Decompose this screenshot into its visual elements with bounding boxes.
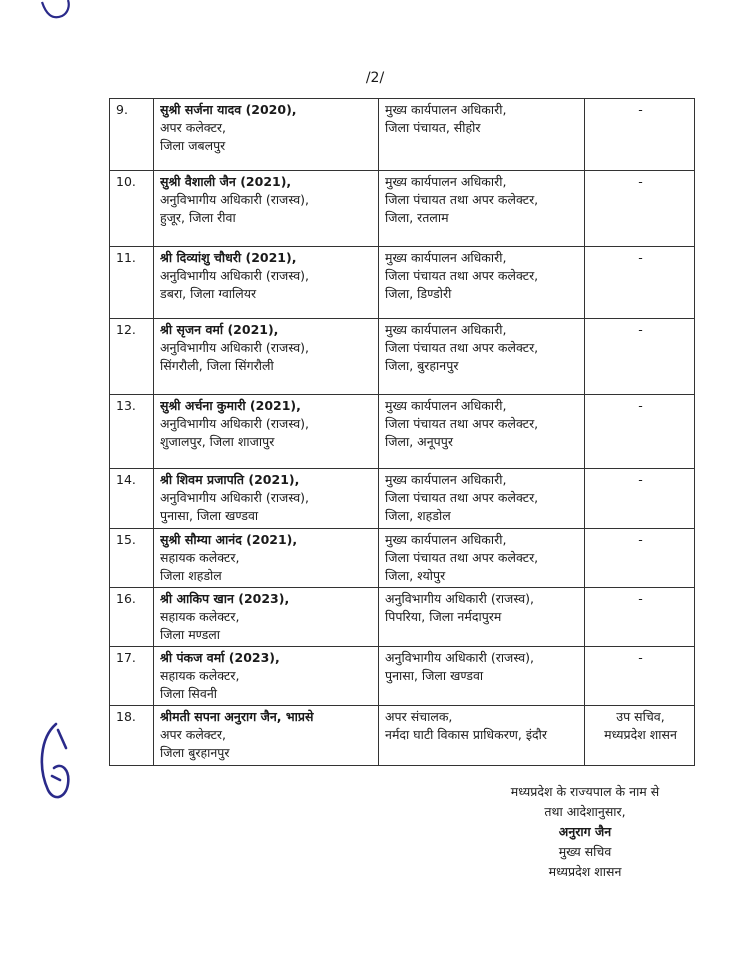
officer-current-post: डबरा, जिला ग्वालियर: [160, 286, 257, 301]
officer-name: श्रीमती सपना अनुराग जैन, भाप्रसे: [160, 709, 314, 724]
officer-name: श्री सृजन वर्मा (2021),: [160, 322, 279, 337]
new-posting-line: जिला, बुरहानपुर: [385, 358, 459, 373]
officer-current-post: अनुविभागीय अधिकारी (राजस्व),: [160, 340, 309, 355]
new-posting-cell: [379, 529, 585, 588]
serial-number: 13.: [110, 395, 154, 469]
officer-name: श्री दिव्यांशु चौधरी (2021),: [160, 250, 297, 265]
remark-cell: [585, 529, 695, 588]
officer-current-post: अनुविभागीय अधिकारी (राजस्व),: [160, 192, 309, 207]
officer-current-post: जिला जबलपुर: [160, 138, 226, 153]
table-row: [110, 588, 695, 647]
page-number: /2/: [365, 70, 385, 86]
table-row: [110, 529, 695, 588]
serial-number: 15.: [110, 529, 154, 588]
new-posting-line: जिला, रतलाम: [385, 210, 449, 225]
officer-current-post: अपर कलेक्टर,: [160, 120, 227, 135]
remark-cell: [585, 588, 695, 647]
serial-number: 16.: [110, 588, 154, 647]
table-row: [110, 99, 695, 171]
table-row: [110, 319, 695, 395]
serial-number: 18.: [110, 706, 154, 766]
remark-line: -: [638, 102, 643, 117]
new-posting-line: पुनासा, जिला खण्डवा: [385, 668, 484, 683]
remark-line: -: [638, 398, 643, 413]
remark-cell: [585, 247, 695, 319]
new-posting-line: जिला, अनूपपुर: [385, 434, 453, 449]
officer-current-post: अपर कलेक्टर,: [160, 727, 227, 742]
officer-name: सुश्री वैशाली जैन (2021),: [160, 174, 292, 189]
remark-cell: [585, 647, 695, 706]
officer-current-post: जिला शहडोल: [160, 568, 222, 583]
new-posting-line: मुख्य कार्यपालन अधिकारी,: [385, 472, 507, 487]
signer-name: अनुराग जैन: [558, 824, 612, 839]
officer-name: श्री पंकज वर्मा (2023),: [160, 650, 280, 665]
new-posting-cell: [379, 588, 585, 647]
officer-current-post: अनुविभागीय अधिकारी (राजस्व),: [160, 268, 309, 283]
new-posting-line: मुख्य कार्यपालन अधिकारी,: [385, 322, 507, 337]
officer-current-post: सहायक कलेक्टर,: [160, 550, 240, 565]
remark-line: -: [638, 174, 643, 189]
new-posting-line: जिला पंचायत, सीहोर: [385, 120, 481, 135]
officer-cell: [154, 319, 379, 395]
officer-name: श्री शिवम प्रजापति (2021),: [160, 472, 300, 487]
new-posting-cell: [379, 647, 585, 706]
officer-current-post: सहायक कलेक्टर,: [160, 609, 240, 624]
signer-designation: मुख्य सचिव: [558, 844, 612, 859]
new-posting-line: जिला पंचायत तथा अपर कलेक्टर,: [385, 550, 539, 565]
table-row: [110, 171, 695, 247]
new-posting-line: अनुविभागीय अधिकारी (राजस्व),: [385, 591, 534, 606]
new-posting-line: जिला, श्योपुर: [385, 568, 446, 583]
officer-name: श्री आकिप खान (2023),: [160, 591, 290, 606]
serial-number: 17.: [110, 647, 154, 706]
new-posting-line: मुख्य कार्यपालन अधिकारी,: [385, 398, 507, 413]
new-posting-line: मुख्य कार्यपालन अधिकारी,: [385, 250, 507, 265]
officer-cell: [154, 706, 379, 766]
ink-initial-mark: [36, 718, 76, 808]
remark-cell: [585, 319, 695, 395]
officer-cell: [154, 469, 379, 529]
new-posting-cell: [379, 706, 585, 766]
serial-number: 10.: [110, 171, 154, 247]
new-posting-line: जिला पंचायत तथा अपर कलेक्टर,: [385, 340, 539, 355]
officer-current-post: जिला मण्डला: [160, 627, 221, 642]
table-row: [110, 469, 695, 529]
new-posting-cell: [379, 247, 585, 319]
officer-current-post: शुजालपुर, जिला शाजापुर: [160, 434, 275, 449]
officer-current-post: पुनासा, जिला खण्डवा: [160, 508, 259, 523]
new-posting-line: मुख्य कार्यपालन अधिकारी,: [385, 174, 507, 189]
officer-name: सुश्री सर्जना यादव (2020),: [160, 102, 297, 117]
officer-current-post: सहायक कलेक्टर,: [160, 668, 240, 683]
new-posting-line: नर्मदा घाटी विकास प्राधिकरण, इंदौर: [385, 727, 547, 742]
officer-current-post: सिंगरौली, जिला सिंगरौली: [160, 358, 274, 373]
signoff-line-2: तथा आदेशानुसार,: [544, 804, 626, 819]
remark-line: -: [638, 472, 643, 487]
new-posting-line: मुख्य कार्यपालन अधिकारी,: [385, 102, 507, 117]
new-posting-line: जिला पंचायत तथा अपर कलेक्टर,: [385, 490, 539, 505]
officer-cell: [154, 647, 379, 706]
remark-cell: [585, 469, 695, 529]
table-row: [110, 706, 695, 766]
officer-cell: [154, 171, 379, 247]
signer-office: मध्यप्रदेश शासन: [548, 864, 622, 879]
new-posting-line: मुख्य कार्यपालन अधिकारी,: [385, 532, 507, 547]
new-posting-cell: [379, 395, 585, 469]
remark-cell: [585, 99, 695, 171]
new-posting-line: अपर संचालक,: [385, 709, 453, 724]
new-posting-cell: [379, 171, 585, 247]
officer-current-post: जिला बुरहानपुर: [160, 745, 230, 760]
officer-current-post: हुजूर, जिला रीवा: [160, 210, 236, 225]
new-posting-cell: [379, 319, 585, 395]
ink-mark-top: [38, 0, 78, 22]
new-posting-cell: [379, 469, 585, 529]
remark-line: -: [638, 532, 643, 547]
serial-number: 11.: [110, 247, 154, 319]
new-posting-line: जिला पंचायत तथा अपर कलेक्टर,: [385, 268, 539, 283]
officer-cell: [154, 395, 379, 469]
remark-line: -: [638, 322, 643, 337]
officer-name: सुश्री अर्चना कुमारी (2021),: [160, 398, 301, 413]
officer-cell: [154, 529, 379, 588]
remark-cell: [585, 706, 695, 766]
new-posting-line: जिला, शहडोल: [385, 508, 451, 523]
officer-current-post: अनुविभागीय अधिकारी (राजस्व),: [160, 490, 309, 505]
transfer-order-table: [109, 98, 695, 766]
remark-line: -: [638, 650, 643, 665]
officer-current-post: अनुविभागीय अधिकारी (राजस्व),: [160, 416, 309, 431]
serial-number: 9.: [110, 99, 154, 171]
new-posting-line: जिला, डिण्डोरी: [385, 286, 452, 301]
officer-cell: [154, 588, 379, 647]
signoff-line-1: मध्यप्रदेश के राज्यपाल के नाम से: [510, 784, 660, 799]
new-posting-line: जिला पंचायत तथा अपर कलेक्टर,: [385, 416, 539, 431]
officer-name: सुश्री सौम्या आनंद (2021),: [160, 532, 298, 547]
table-row: [110, 395, 695, 469]
remark-line: -: [638, 250, 643, 265]
remark-cell: [585, 171, 695, 247]
remark-line: उप सचिव,: [616, 709, 665, 724]
signature-block: [470, 782, 700, 882]
remark-cell: [585, 395, 695, 469]
officer-cell: [154, 99, 379, 171]
new-posting-cell: [379, 99, 585, 171]
new-posting-line: जिला पंचायत तथा अपर कलेक्टर,: [385, 192, 539, 207]
officer-current-post: जिला सिवनी: [160, 686, 218, 701]
new-posting-line: अनुविभागीय अधिकारी (राजस्व),: [385, 650, 534, 665]
new-posting-line: पिपरिया, जिला नर्मदापुरम: [385, 609, 502, 624]
remark-line: मध्यप्रदेश शासन: [604, 727, 677, 742]
officer-cell: [154, 247, 379, 319]
serial-number: 12.: [110, 319, 154, 395]
table-row: [110, 647, 695, 706]
remark-line: -: [638, 591, 643, 606]
table-row: [110, 247, 695, 319]
serial-number: 14.: [110, 469, 154, 529]
